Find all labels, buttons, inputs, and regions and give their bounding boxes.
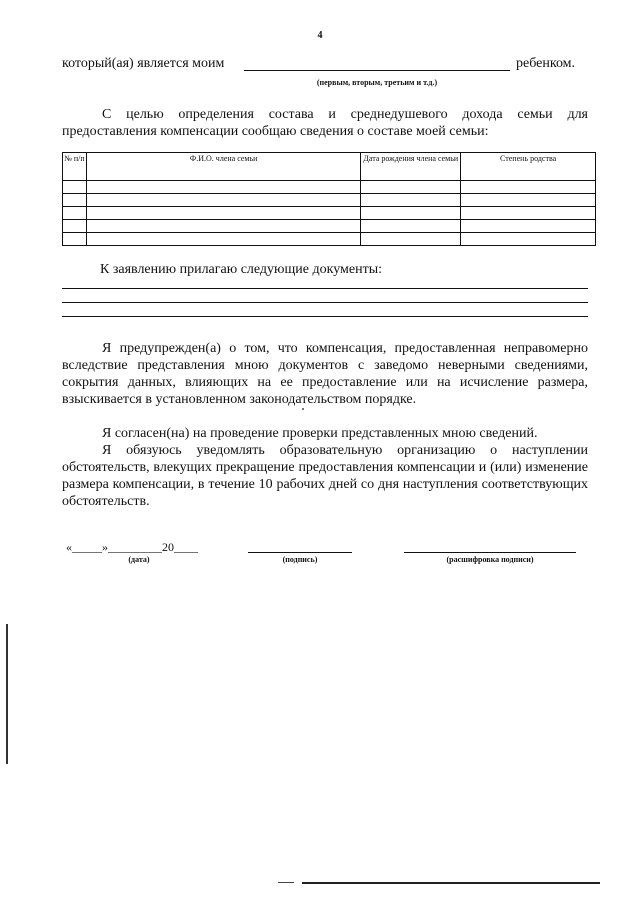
- table-row: [63, 181, 596, 194]
- child-order-hint: (первым, вторым, третьим и т.д.): [316, 78, 438, 87]
- table-cell[interactable]: [63, 207, 87, 220]
- table-row: [63, 194, 596, 207]
- table-row: [63, 220, 596, 233]
- table-cell[interactable]: [361, 181, 461, 194]
- table-cell[interactable]: [461, 207, 596, 220]
- signature-line[interactable]: [248, 552, 352, 553]
- signature-decoding-caption: (расшифровка подписи): [446, 555, 534, 564]
- header-number: № п/п: [63, 153, 87, 181]
- scan-margin-mark: [6, 624, 8, 764]
- bottom-dash: [278, 882, 294, 883]
- family-table: [62, 152, 596, 246]
- page-number: 4: [317, 30, 323, 41]
- consent-paragraph: Я согласен(на) на проведение проверки представленных мною сведений.: [102, 426, 538, 441]
- table-cell[interactable]: [63, 194, 87, 207]
- table-cell[interactable]: [361, 207, 461, 220]
- table-row: [63, 207, 596, 220]
- header-relationship: Степень родства: [461, 153, 596, 181]
- header-birth-date: Дата рождения члена семьи: [361, 153, 461, 181]
- family-intro-paragraph: С целью определения состава и среднедушевого дохода семьи для предоставления компенсации сообщаю сведения о составе моей семьи:: [62, 107, 588, 139]
- signature-caption: (подпись): [282, 555, 318, 564]
- table-cell[interactable]: [86, 181, 360, 194]
- table-row: [63, 233, 596, 246]
- table-cell[interactable]: [63, 233, 87, 246]
- documents-title: К заявлению прилагаю следующие документы:: [100, 262, 383, 277]
- header-full-name: Ф.И.О. члена семьи: [86, 153, 360, 181]
- family-table-header-row: [63, 153, 596, 181]
- documents-line[interactable]: [62, 302, 588, 303]
- obligation-paragraph: Я обязуюсь уведомлять образовательную организацию о наступлении обстоятельств, влекущих прекращение предоставления компенсации и (или) изменение размера компенсации, в течение 10 рабочих дней со дня наступления соответствующих обстоятельств.: [62, 443, 588, 509]
- documents-line[interactable]: [62, 288, 588, 289]
- warning-paragraph: Я предупрежден(а) о том, что компенсация, предоставленная неправомерно вследствие представления мною документов с заведомо неверными сведениями, сокрытия данных, влияющих на ее предоставление или на исчисление размера, взыскивается в установленном законодательством порядке.: [62, 341, 588, 407]
- bottom-rule: [302, 882, 600, 884]
- table-cell[interactable]: [361, 233, 461, 246]
- date-caption: (дата): [128, 555, 150, 564]
- table-cell[interactable]: [86, 207, 360, 220]
- scan-speck: [302, 408, 304, 410]
- table-cell[interactable]: [461, 233, 596, 246]
- table-cell[interactable]: [63, 181, 87, 194]
- table-cell[interactable]: [63, 220, 87, 233]
- table-cell[interactable]: [461, 220, 596, 233]
- child-line-prefix: который(ая) является моим: [62, 56, 225, 71]
- table-cell[interactable]: [361, 220, 461, 233]
- date-field[interactable]: «_____»_________20____: [66, 540, 198, 554]
- table-cell[interactable]: [86, 194, 360, 207]
- child-order-blank[interactable]: [244, 70, 510, 71]
- signature-decoding-line[interactable]: [404, 552, 576, 553]
- table-cell[interactable]: [86, 233, 360, 246]
- table-cell[interactable]: [461, 181, 596, 194]
- child-line-suffix: ребенком.: [516, 56, 576, 71]
- table-cell[interactable]: [361, 194, 461, 207]
- table-cell[interactable]: [461, 194, 596, 207]
- table-cell[interactable]: [86, 220, 360, 233]
- documents-line[interactable]: [62, 316, 588, 317]
